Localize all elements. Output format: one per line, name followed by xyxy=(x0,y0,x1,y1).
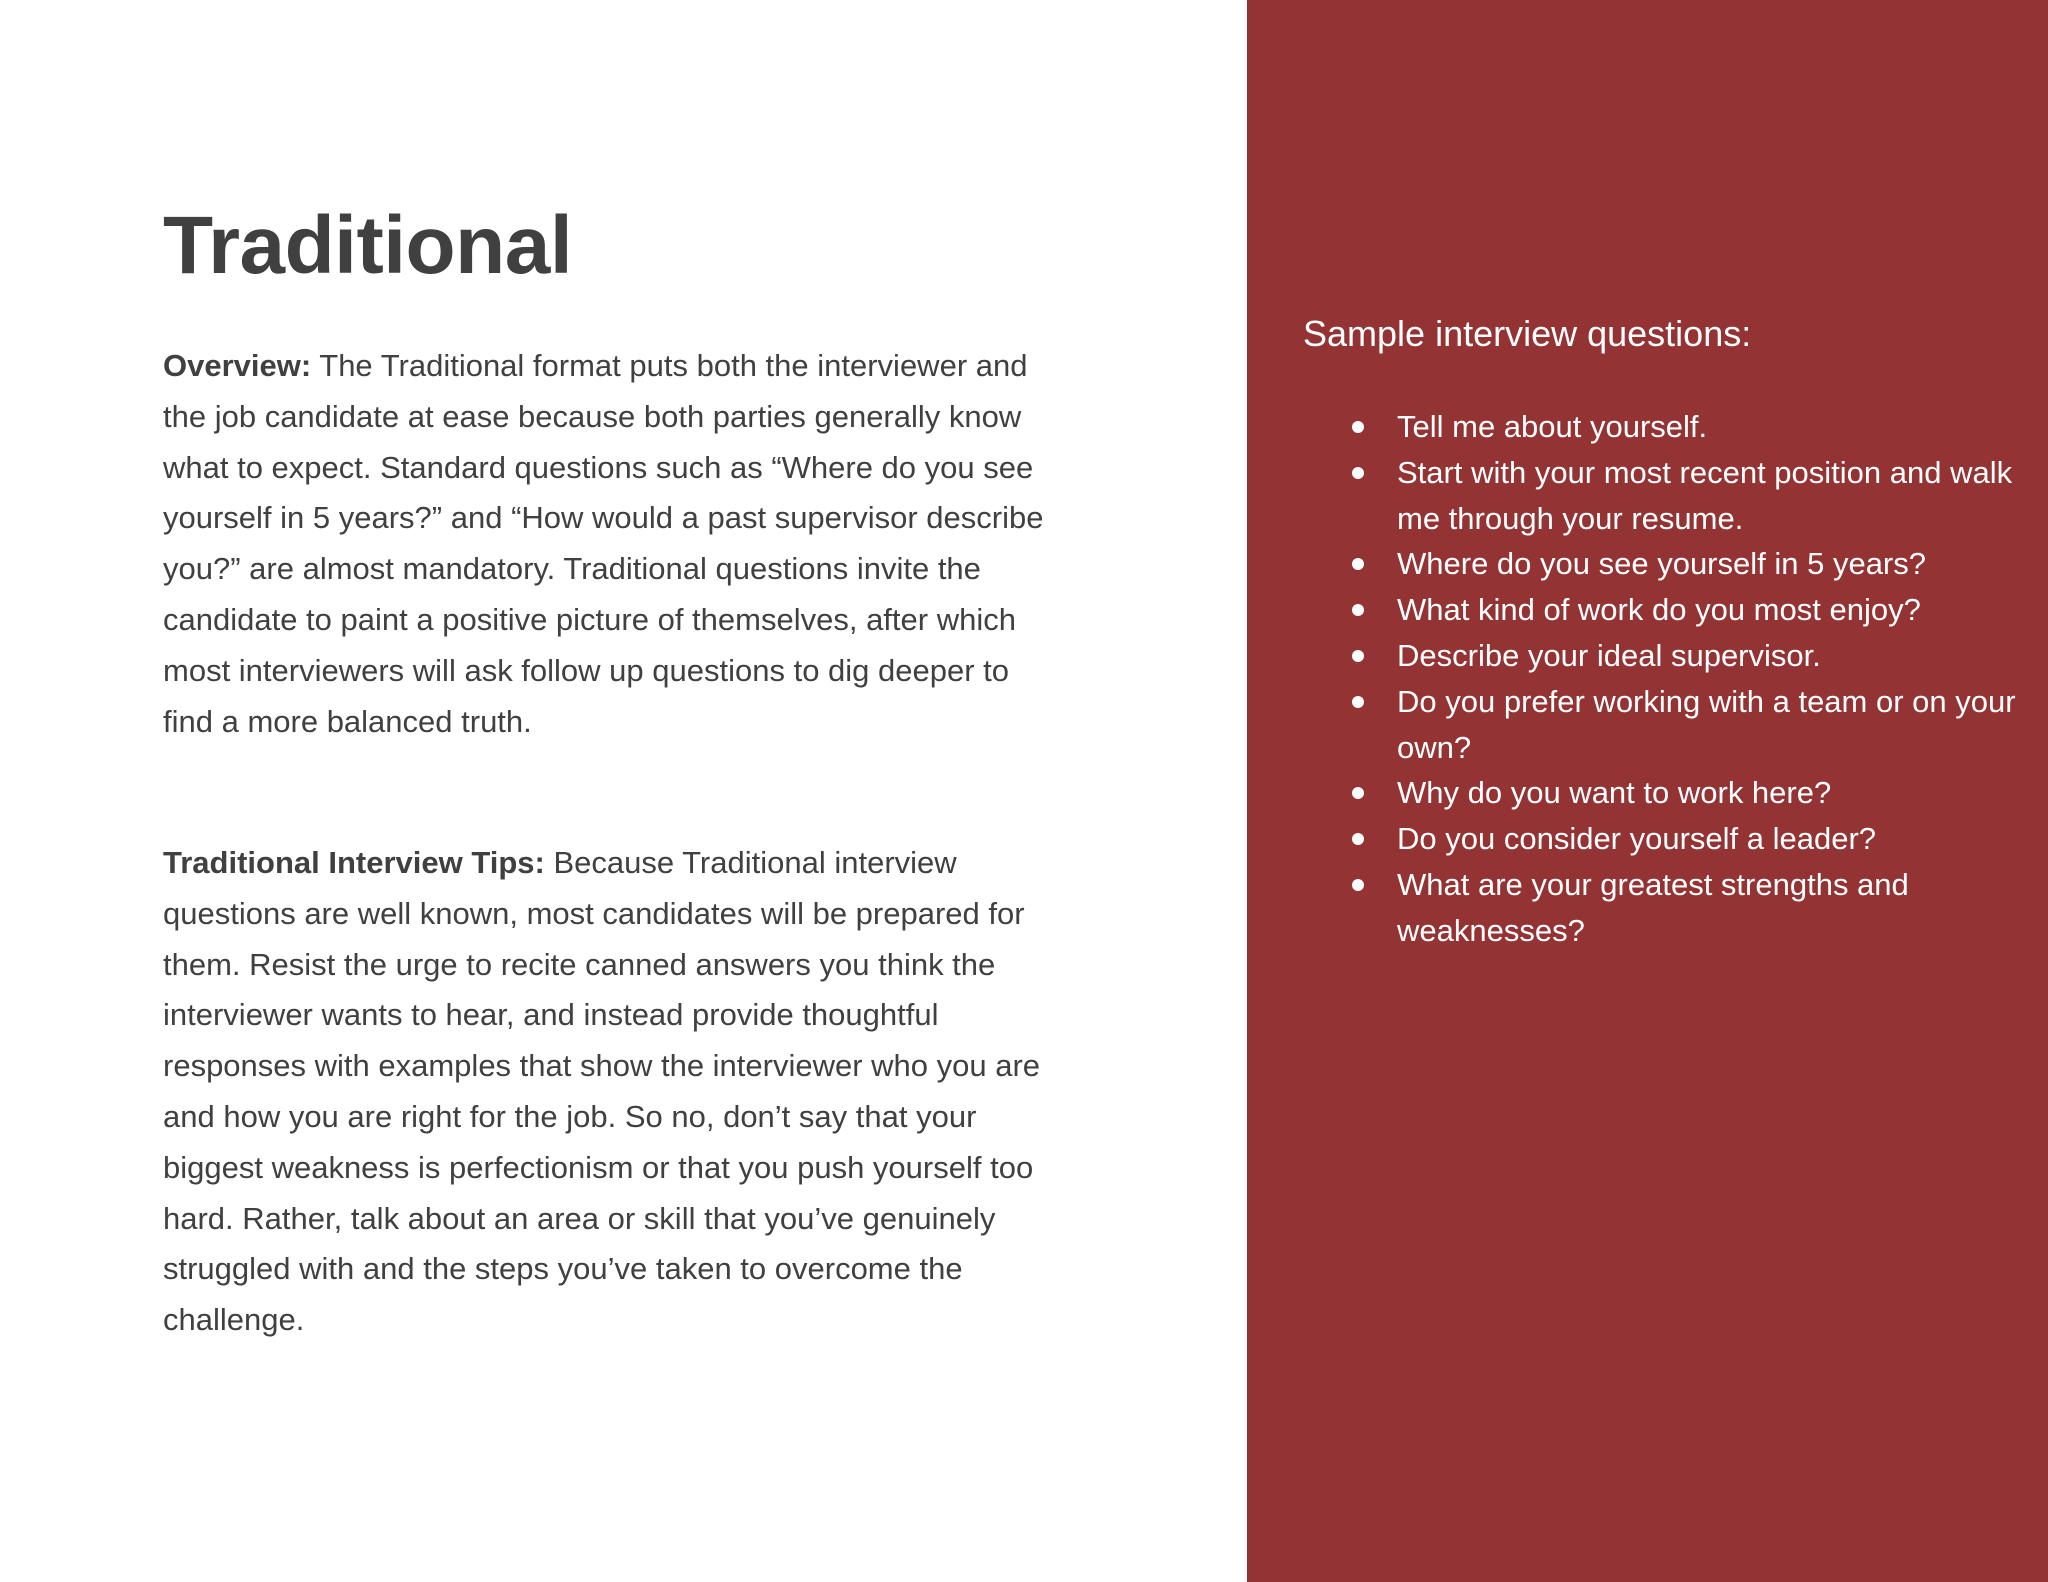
question-text: What kind of work do you most enjoy? xyxy=(1397,592,1921,628)
overview-label: Overview: xyxy=(163,348,312,383)
list-item xyxy=(1397,633,2037,679)
question-list xyxy=(1397,404,2037,954)
bullet-icon xyxy=(1352,604,1364,616)
page-title: Traditional xyxy=(163,200,573,291)
bullet-icon xyxy=(1352,879,1364,891)
main-content xyxy=(163,0,1063,1582)
bullet-icon xyxy=(1352,558,1364,570)
bullet-icon xyxy=(1352,467,1364,479)
list-item xyxy=(1397,541,2037,587)
list-item xyxy=(1397,816,2037,862)
overview-paragraph xyxy=(163,341,1063,747)
list-item xyxy=(1397,404,2037,450)
question-text: Do you prefer working with a team or on your own? xyxy=(1397,683,2016,765)
sidebar-panel xyxy=(1247,0,2048,1582)
tips-paragraph xyxy=(163,838,1063,1346)
overview-text: The Traditional format puts both the interviewer and the job candidate at ease because both parties generally know what to expect. Standard questions such as “Where do you see yourself in 5 years?” and “How would a past supervisor describe you?” are almost mandatory. Traditional questions invite the candidate to paint a positive picture of themselves, after which most interviewers will ask follow up questions to dig deeper to find a more balanced truth. xyxy=(163,348,1044,739)
question-text: What are your greatest strengths and weaknesses? xyxy=(1397,866,1909,948)
question-text: Where do you see yourself in 5 years? xyxy=(1397,546,1926,582)
list-item xyxy=(1397,862,2037,954)
tips-text: Because Traditional interview questions are well known, most candidates will be prepared for them. Resist the urge to recite canned answers you think the interviewer wants to hear, and instead provide thoughtful responses with examples that show the interviewer who you are and how you are right for the job. So no, don’t say that your biggest weakness is perfectionism or that you push yourself too hard. Rather, talk about an area or skill that you’ve genuinely struggled with and the steps you’ve taken to overcome the challenge. xyxy=(163,845,1041,1338)
bullet-icon xyxy=(1352,650,1364,662)
tips-label: Traditional Interview Tips: xyxy=(163,845,545,880)
sidebar-heading: Sample interview questions: xyxy=(1303,313,1752,354)
bullet-icon xyxy=(1352,696,1364,708)
bullet-icon xyxy=(1352,787,1364,799)
list-item xyxy=(1397,587,2037,633)
bullet-icon xyxy=(1352,421,1364,433)
bullet-icon xyxy=(1352,833,1364,845)
list-item xyxy=(1397,450,2037,542)
question-text: Describe your ideal supervisor. xyxy=(1397,637,1821,673)
question-text: Start with your most recent position and walk me through your resume. xyxy=(1397,454,2013,536)
question-text: Do you consider yourself a leader? xyxy=(1397,821,1877,857)
list-item xyxy=(1397,770,2037,816)
list-item xyxy=(1397,679,2037,771)
question-text: Tell me about yourself. xyxy=(1397,409,1708,444)
question-text: Why do you want to work here? xyxy=(1397,775,1832,811)
